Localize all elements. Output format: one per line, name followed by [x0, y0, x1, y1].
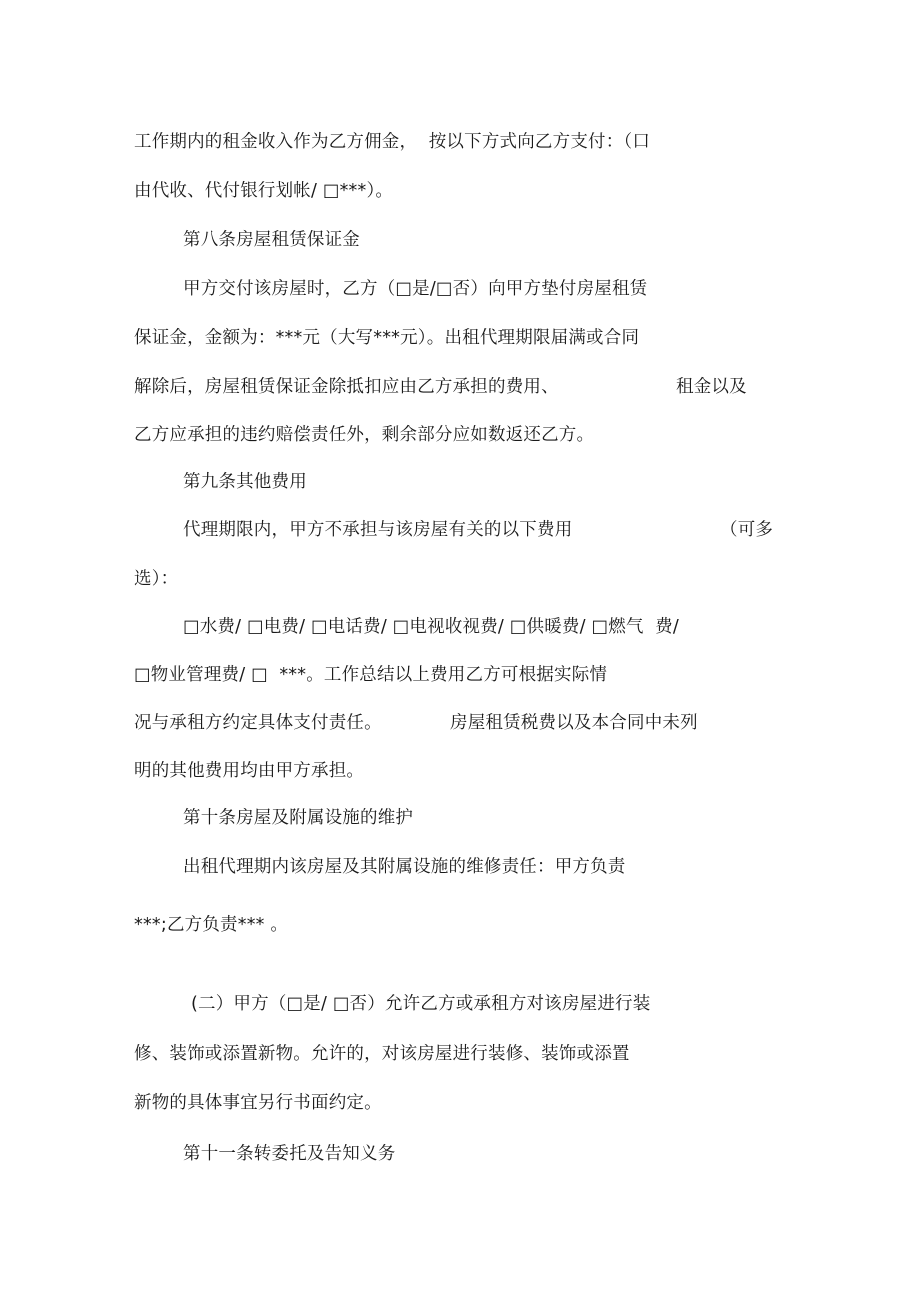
text-line: ***;乙方负责*** 。 — [134, 915, 289, 935]
text-line: □水费/ □电费/ □电话费/ □电视收视费/ □供暖费/ □燃气 费/ — [183, 617, 679, 637]
text-line: 乙方应承担的违约赔偿责任外，剩余部分应如数返还乙方。 — [134, 425, 595, 445]
article-heading: 第十一条转委托及告知义务 — [183, 1144, 396, 1164]
text-line: 甲方交付该房屋时，乙方（□是/□否）向甲方垫付房屋租赁 — [183, 279, 648, 299]
text-line: □物业管理费/ □ ***。工作总结以上费用乙方可根据实际情 — [134, 665, 608, 685]
text-line: （可多 — [720, 520, 774, 540]
text-line: 由代收、代付银行划帐/ □***）。 — [134, 181, 394, 201]
text-line: 解除后，房屋租赁保证金除抵扣应由乙方承担的费用、 — [134, 377, 559, 397]
text-line: 出租代理期内该房屋及其附属设施的维修责任：甲方负责 — [183, 857, 626, 877]
text-line: 新物的具体事宜另行书面约定。 — [134, 1093, 382, 1113]
article-heading: 第十条房屋及附属设施的维护 — [183, 808, 414, 828]
text-line: 况与承租方约定具体支付责任。 — [134, 713, 382, 733]
text-line: 代理期限内，甲方不承担与该房屋有关的以下费用 — [183, 520, 573, 540]
article-heading: 第八条房屋租赁保证金 — [183, 230, 360, 250]
text-line: (二）甲方（□是/ □否）允许乙方或承租方对该房屋进行装 — [191, 994, 651, 1014]
text-line: 租金以及 — [676, 377, 747, 397]
text-line: 工作期内的租金收入作为乙方佣金， 按以下方式向乙方支付：（口 — [134, 132, 651, 152]
text-line: 修、装饰或添置新物。允许的，对该房屋进行装修、装饰或添置 — [134, 1044, 630, 1064]
text-line: 房屋租赁税费以及本合同中未列 — [450, 713, 698, 733]
article-heading: 第九条其他费用 — [183, 472, 307, 492]
text-line: 明的其他费用均由甲方承担。 — [134, 761, 365, 781]
text-line: 保证金，金额为：***元（大写***元）。出租代理期限届满或合同 — [134, 328, 640, 348]
text-line: 选）： — [134, 569, 179, 589]
